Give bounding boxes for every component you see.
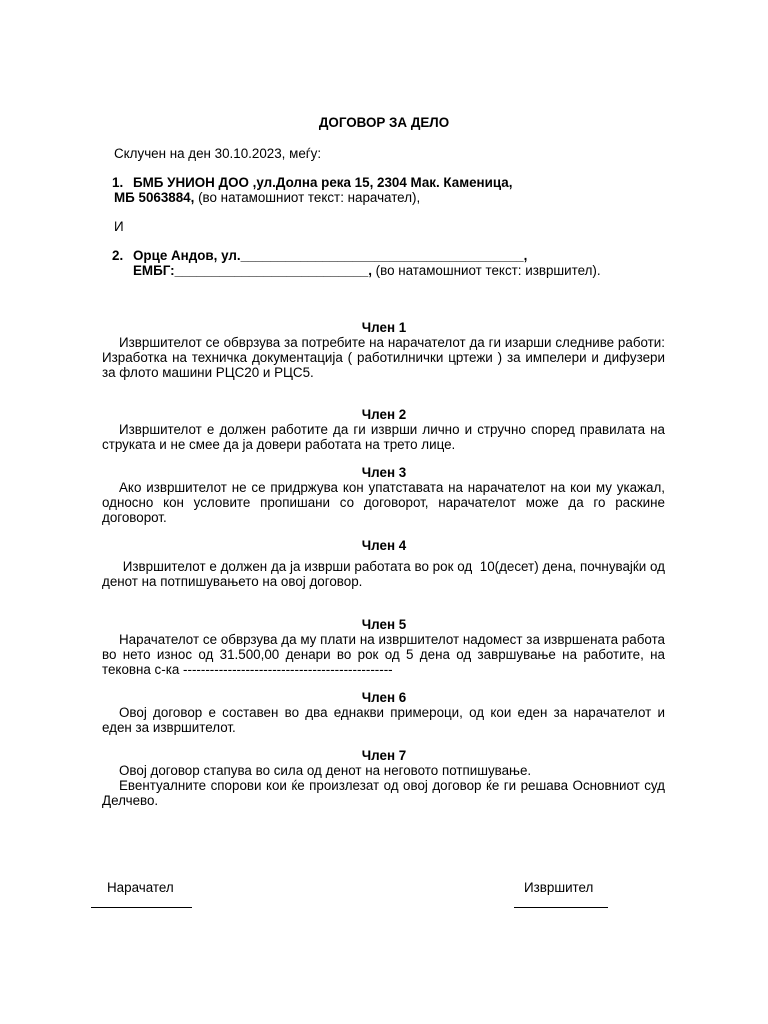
party2-number: 2.	[112, 248, 124, 263]
party1-line1: БМБ УНИОН ДОО ,ул.Долна река 15, 2304 Мак. Каменица,	[133, 175, 513, 190]
article-3-heading: Член 3	[361, 465, 407, 480]
party1-role: (во натамошниот текст: нарачател),	[194, 190, 421, 205]
party1-number: 1.	[112, 175, 124, 190]
party2-role: (во натамошниот текст: извршител).	[371, 263, 601, 278]
signature-line-contractor	[514, 907, 608, 908]
party2-line2	[133, 263, 601, 278]
article-5-heading: Член 5	[361, 617, 407, 632]
and-separator: И	[114, 219, 124, 234]
article-2-text: Извршителот е должен работите да ги изврши лично и стручно според правилата на струката и не смее да ја довери работата на трето лице.	[102, 422, 665, 452]
article-6-heading: Член 6	[361, 690, 407, 705]
signature-label-contractor: Извршител	[524, 880, 594, 895]
party1-registration: МБ 5063884,	[114, 190, 195, 205]
concluded-line: Склучен на ден 30.10.2023, меѓу:	[114, 146, 322, 161]
party2-id-field: ЕМБГ:__________________________,	[133, 263, 372, 278]
party2-line1: Орце Андов, ул.______________________________________,	[133, 248, 528, 263]
article-7-text: Овој договор стапува во сила од денот на неговото потпишување. Евентуалните спорови кои ќе произлезат од овој договор ќе ги решава Основниот суд Делчево.	[102, 763, 665, 808]
article-2-heading: Член 2	[361, 407, 407, 422]
article-6-text: Овој договор е составен во два еднакви примероци, од кои еден за нарачателот и еден за извршителот.	[102, 705, 665, 735]
article-3-text: Ако извршителот не се придржува кон упатставата на нарачателот на кои му укажал, односно кон условите пропишани со договорот, нарачателот може да го раскине договорот.	[102, 480, 665, 525]
document-title: ДОГОВОР ЗА ДЕЛО	[318, 115, 450, 130]
signature-label-client: Нарачател	[107, 880, 174, 895]
signature-line-client	[91, 907, 192, 908]
party1-line2	[114, 190, 420, 205]
article-1-heading: Член 1	[361, 320, 407, 335]
article-4-heading: Член 4	[361, 538, 407, 553]
article-7-heading: Член 7	[361, 748, 407, 763]
article-5-text: Нарачателот се обврзува да му плати на извршителот надомест за извршената работа во нето износ од 31.500,00 денари во рок од 5 дена од завршување на работите, на тековна с-ка -----------------------------------------------	[102, 632, 665, 677]
article-1-text: Извршителот се обврзува за потребите на нарачателот да ги изарши следниве работи: Изработка на техничка документација ( работилнички цртежи ) за импелери и дифузери за флото машини РЦС20 и РЦС5.	[102, 335, 665, 380]
article-4-text: Извршителот е должен да ја изврши работата во рок од 10(десет) дена, почнувајќи од денот на потпишувањето на овој договор.	[102, 559, 669, 589]
